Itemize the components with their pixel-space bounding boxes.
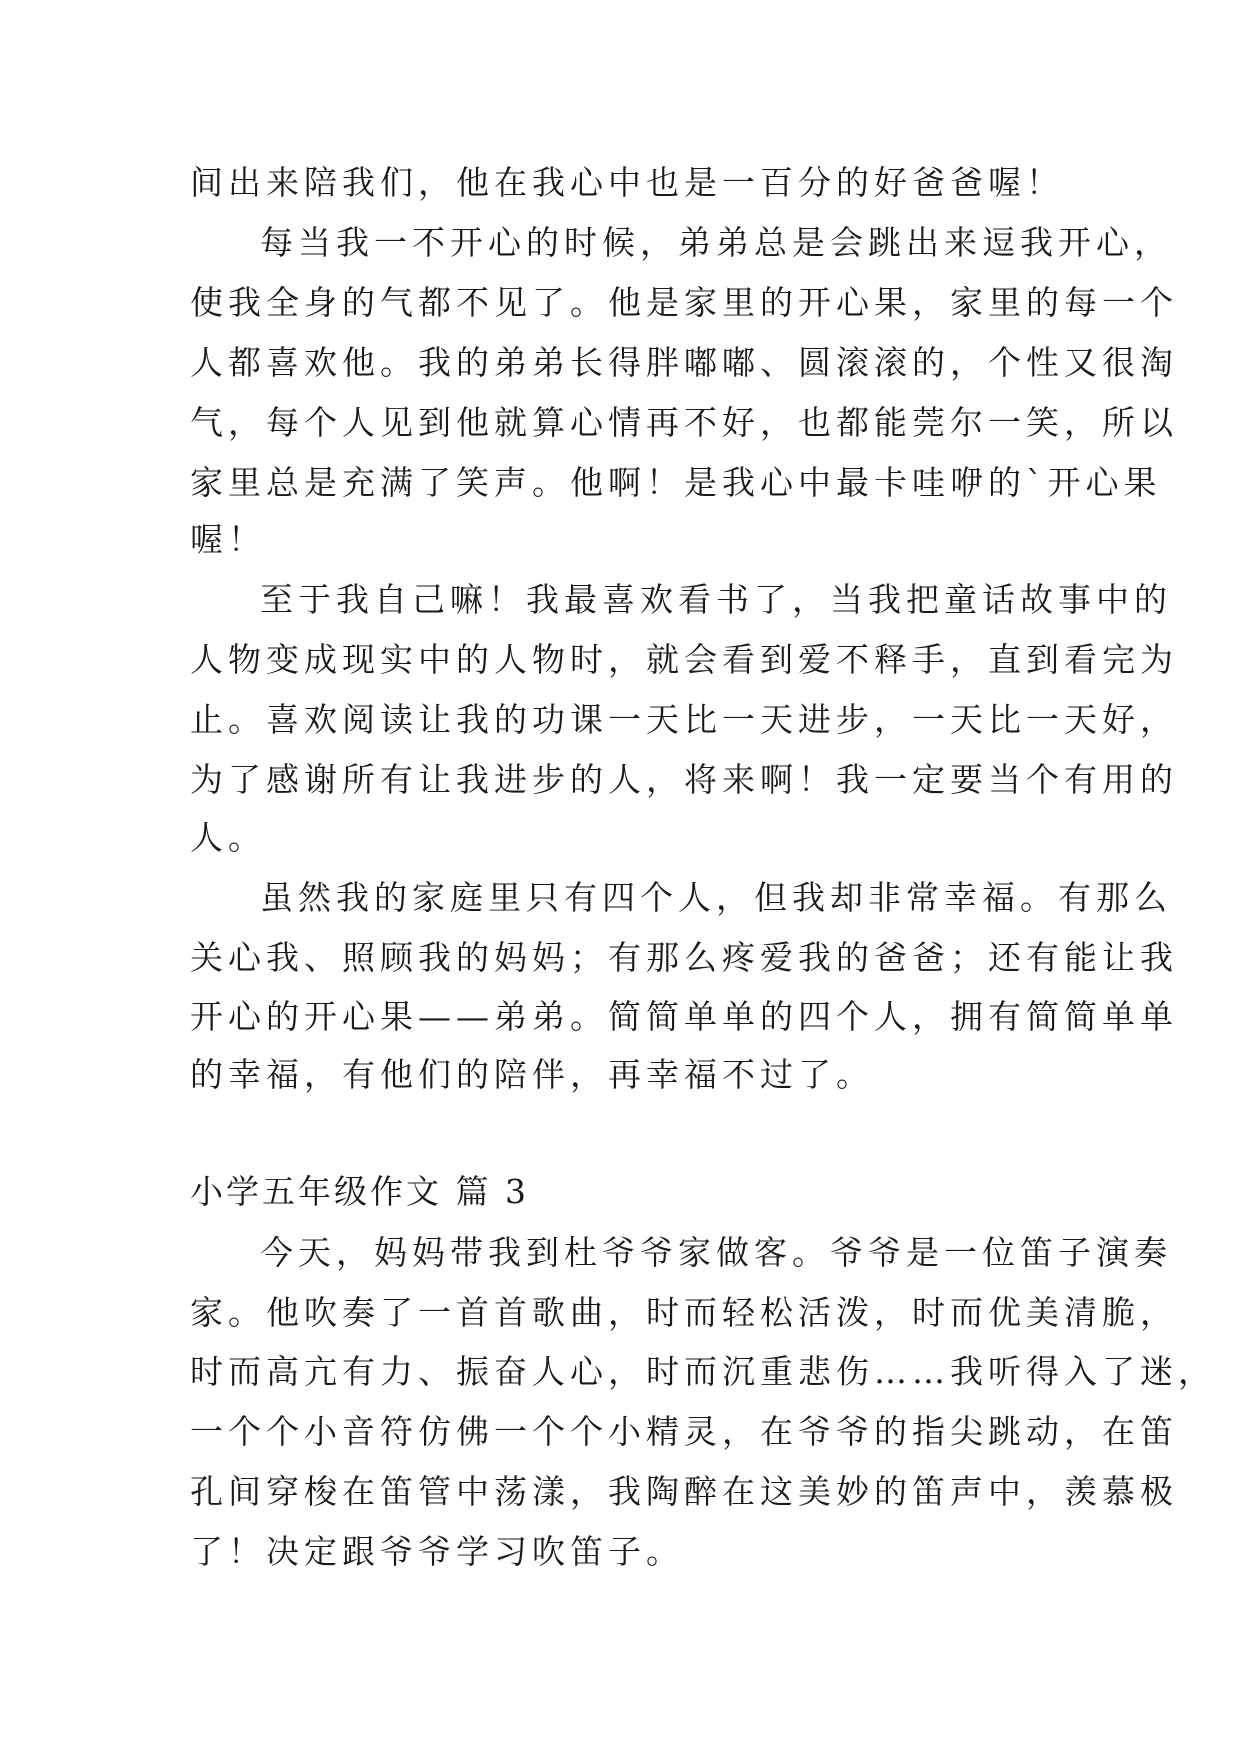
text-line: 气，每个人见到他就算心情再不好，也都能莞尔一笑，所以: [190, 403, 1178, 442]
paragraph-start-line: 虽然我的家庭里只有四个人，但我却非常幸福。有那么: [260, 878, 1172, 917]
text-line: 人物变成现实中的人物时，就会看到爱不释手，直到看完为: [190, 640, 1178, 679]
text-line: 开心的开心果——弟弟。简简单单的四个人，拥有简简单单: [190, 997, 1178, 1036]
text-line: 喔！: [190, 520, 266, 559]
text-line: 了！决定跟爷爷学习吹笛子。: [190, 1532, 684, 1571]
text-line: 使我全身的气都不见了。他是家里的开心果，家里的每一个: [190, 283, 1178, 322]
text-line: 时而高亢有力、振奋人心，时而沉重悲伤……我听得入了迷，: [190, 1352, 1216, 1391]
text-line: 止。喜欢阅读让我的功课一天比一天进步，一天比一天好，: [190, 700, 1178, 739]
text-line: 家。他吹奏了一首首歌曲，时而轻松活泼，时而优美清脆，: [190, 1293, 1178, 1332]
text-line: 孔间穿梭在笛管中荡漾，我陶醉在这美妙的笛声中，羡慕极: [190, 1472, 1178, 1511]
paragraph-start-line: 每当我一不开心的时候，弟弟总是会跳出来逗我开心，: [260, 223, 1172, 262]
section-heading: 小学五年级作文 篇 3: [190, 1172, 529, 1211]
text-line: 人。: [190, 818, 266, 857]
text-line: 为了感谢所有让我进步的人，将来啊！我一定要当个有用的: [190, 760, 1178, 799]
paragraph-start-line: 今天，妈妈带我到杜爷爷家做客。爷爷是一位笛子演奏: [260, 1233, 1172, 1272]
text-line: 一个个小音符仿佛一个个小精灵，在爷爷的指尖跳动，在笛: [190, 1412, 1178, 1451]
text-line: 的幸福，有他们的陪伴，再幸福不过了。: [190, 1055, 874, 1094]
text-line: 家里总是充满了笑声。他啊！是我心中最卡哇咿的`开心果: [190, 463, 1162, 502]
text-line: 人都喜欢他。我的弟弟长得胖嘟嘟、圆滚滚的，个性又很淘: [190, 343, 1178, 382]
paragraph-start-line: 至于我自己嘛！我最喜欢看书了，当我把童话故事中的: [260, 580, 1172, 619]
text-line: 关心我、照顾我的妈妈；有那么疼爱我的爸爸；还有能让我: [190, 938, 1178, 977]
text-line: 间出来陪我们，他在我心中也是一百分的好爸爸喔！: [190, 163, 1064, 202]
